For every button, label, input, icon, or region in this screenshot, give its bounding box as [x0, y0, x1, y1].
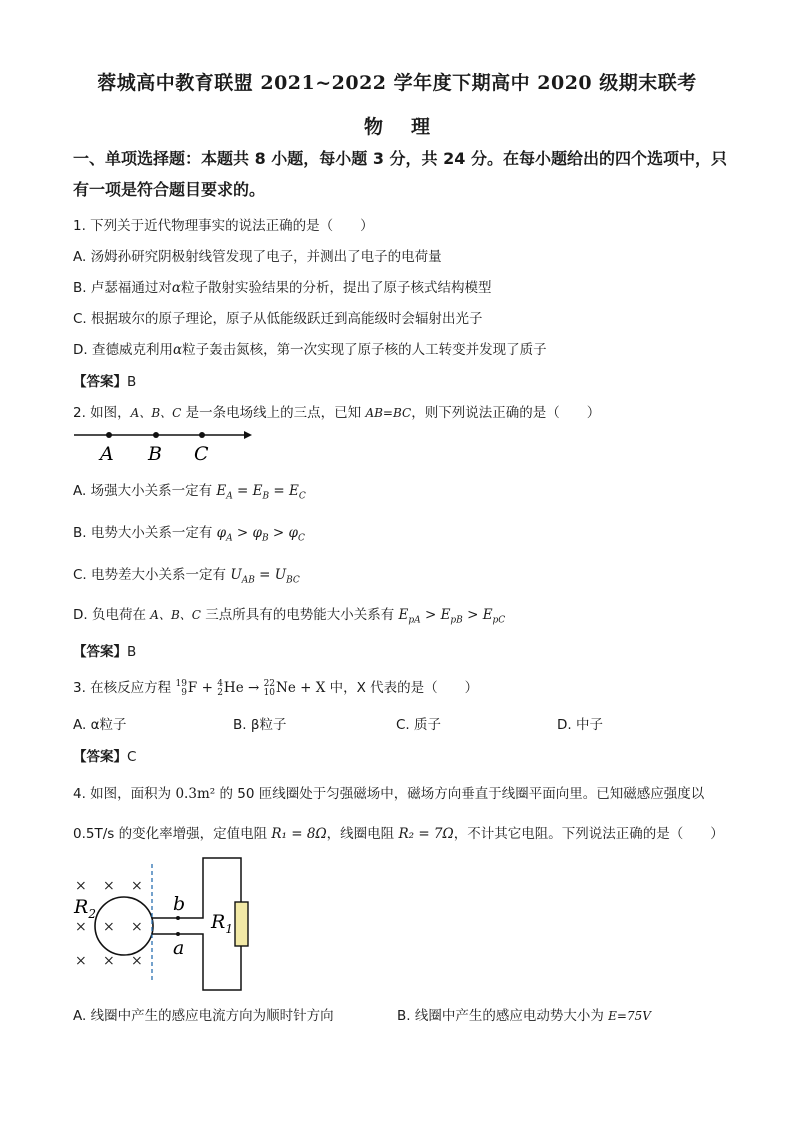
svg-text:×: × [75, 919, 87, 935]
svg-text:×: × [103, 953, 115, 969]
point-b-dot [153, 432, 159, 438]
q2-option-b: B. 电势大小关系一定有 $\varphi_A > \varphi_B > \varphi_C$ [73, 525, 305, 544]
q4-option-b: B. 线圈中产生的感应电动势大小为 E=75V [397, 1008, 651, 1024]
q1-answer: 【答案】B [73, 374, 137, 390]
subject-heading [0, 112, 794, 139]
svg-text:×: × [131, 953, 143, 969]
label-a: A [100, 443, 114, 465]
q1-option-d: D. 查德威克利用α粒子轰击氮核，第一次实现了原子核的人工转变并发现了质子 [73, 342, 547, 358]
q2-answer: 【答案】B [73, 644, 137, 660]
svg-text:×: × [131, 878, 143, 894]
q4-option-a: A. 线圈中产生的感应电流方向为顺时针方向 [73, 1008, 334, 1024]
q3-option-b: B. β粒子 [233, 717, 287, 733]
label-b-terminal: b [173, 893, 186, 915]
q3-option-c: C. 质子 [396, 717, 442, 733]
q2-option-c: C. 电势差大小关系一定有 $U_{AB} = U_{BC}$ [73, 567, 300, 586]
label-c: C [194, 443, 209, 465]
q2-option-a: A. 场强大小关系一定有 $E_A = E_B = E_C$ [73, 483, 306, 502]
q2-stem: 2. 如图，A、B、C 是一条电场线上的三点，已知 AB=BC，则下列说法正确的是（ ） [73, 405, 601, 421]
q3-option-a: A. α粒子 [73, 717, 127, 733]
arrow-head-icon [244, 431, 252, 439]
label-b: B [148, 443, 162, 465]
section-heading: 一、单项选择题：本题共 8 小题，每小题 3 分，共 24 分。在每小题给出的四个选项中，只有一项是符合题目要求的。 [73, 149, 727, 199]
label-r2: $R_2$ [74, 896, 96, 921]
label-a-terminal: a [173, 937, 185, 959]
q4-line1: 4. 如图，面积为 0.3m² 的 50 匝线圈处于匀强磁场中，磁场方向垂直于线圈平面向里。已知磁感应强度以 [73, 786, 705, 802]
q3-stem: 3. 在核反应方程 19 9 F + 4 2 He → 22 10 Ne + X 中，X 代表的是（ ） [73, 678, 479, 698]
nuclear-equation: 19 9 F + 4 2 He → 22 10 Ne + X [175, 678, 326, 698]
point-c-dot [199, 432, 205, 438]
exam-title: 蓉城高中教育联盟 2021~2022 学年度下期高中 2020 级期末联考 [97, 72, 697, 94]
resistor-r1 [235, 902, 248, 946]
q3-option-d: D. 中子 [557, 717, 603, 733]
coil-leads [152, 918, 178, 934]
svg-text:×: × [131, 919, 143, 935]
q2-option-d: D. 负电荷在 A、B、C 三点所具有的电势能大小关系有 $E_{pA} > E_{pB} > E_{pC}$ [73, 607, 506, 626]
subject-char-1: 物 [363, 116, 383, 138]
q1-option-a: A. 汤姆孙研究阴极射线管发现了电子，并测出了电子的电荷量 [73, 249, 442, 265]
coil-circuit-diagram [70, 850, 270, 995]
q3-answer: 【答案】C [73, 749, 137, 765]
magnetic-field-cross-icons [75, 878, 143, 969]
q1-stem: 1. 下列关于近代物理事实的说法正确的是（ ） [73, 218, 374, 234]
point-a-dot [106, 432, 112, 438]
field-line-diagram [72, 424, 262, 466]
svg-text:×: × [75, 953, 87, 969]
q1-option-b: B. 卢瑟福通过对α粒子散射实验结果的分析，提出了原子核式结构模型 [73, 280, 492, 296]
q1-option-c: C. 根据玻尔的原子理论，原子从低能级跃迁到高能级时会辐射出光子 [73, 311, 483, 327]
svg-text:×: × [103, 919, 115, 935]
svg-text:×: × [103, 878, 115, 894]
q4-line2: 0.5T/s 的变化率增强，定值电阻 R₁ = 8Ω，线圈电阻 R₂ = 7Ω，不计其它电阻。下列说法正确的是（ ） [73, 826, 724, 842]
label-r1: $R_1$ [211, 911, 233, 936]
svg-text:×: × [75, 878, 87, 894]
subject-char-2: 理 [411, 116, 431, 138]
